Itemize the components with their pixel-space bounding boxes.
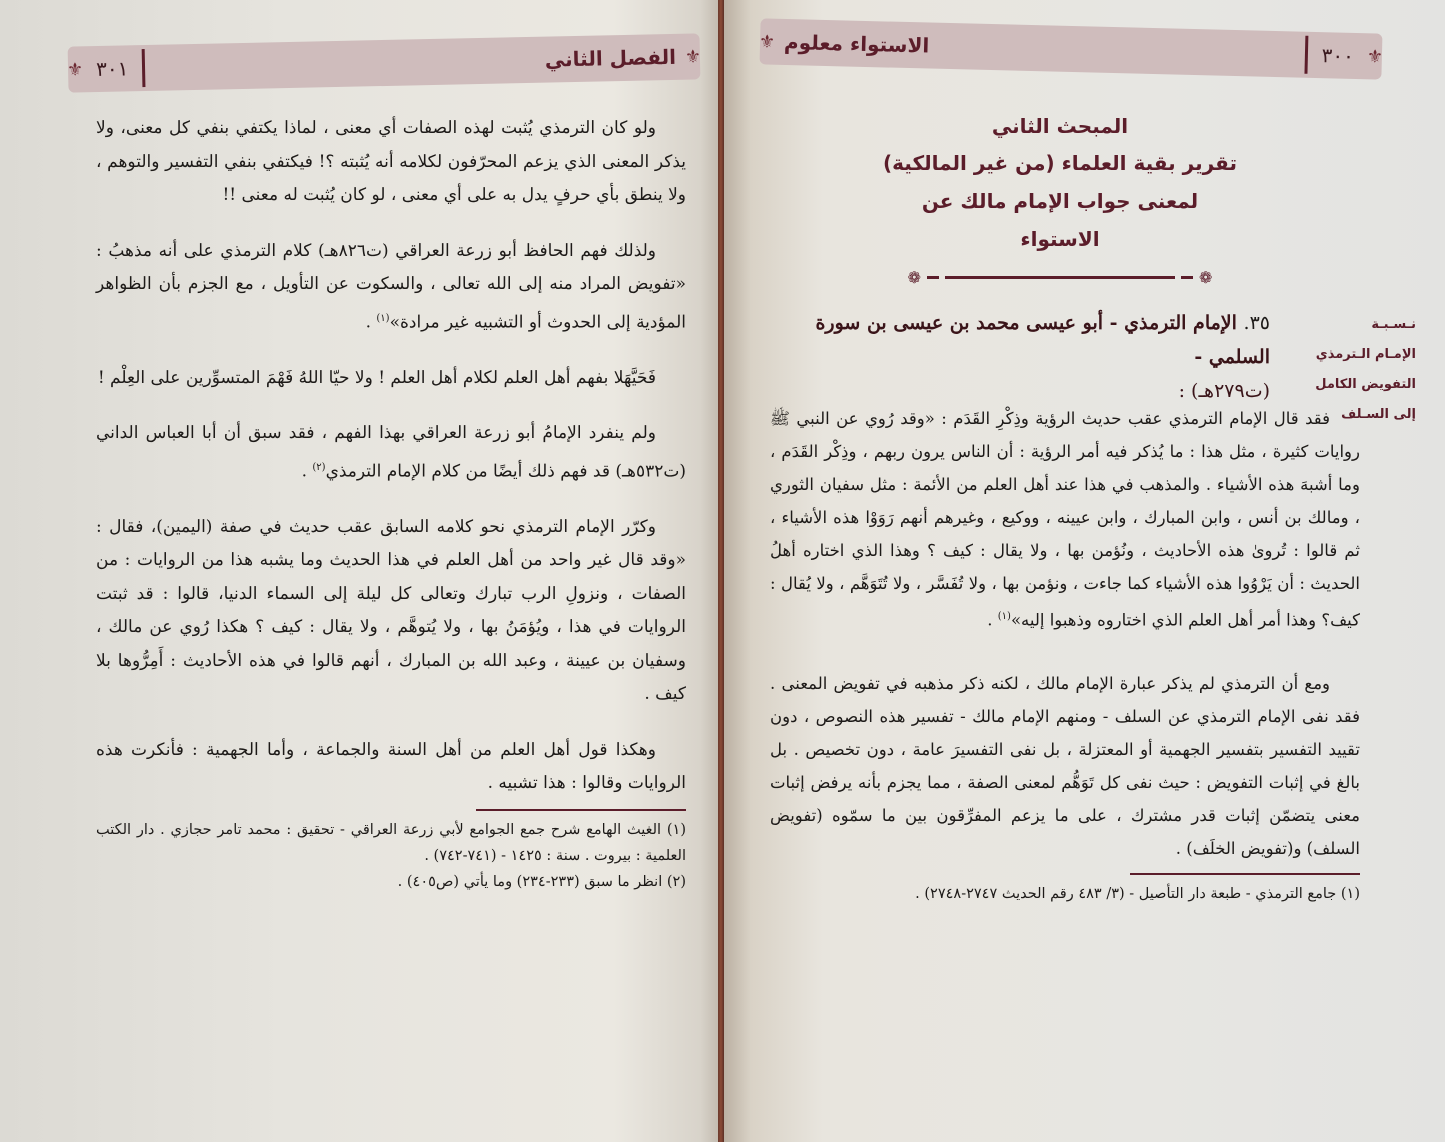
margin-note-line: إلى السـلف bbox=[1341, 407, 1416, 422]
flower-ornament-icon: ❁ bbox=[1199, 268, 1213, 287]
footnote-ref[interactable]: (٢) bbox=[312, 461, 326, 473]
entry-heading bbox=[770, 306, 1270, 408]
footnote: (٢) انظر ما سبق (٢٣٣-٢٣٤) وما يأتي (ص٤٠٥) . bbox=[397, 873, 686, 890]
ornamental-divider bbox=[880, 268, 1240, 287]
header-divider bbox=[142, 49, 146, 87]
paragraph: فقد قال الإمام الترمذي عقب حديث الرؤية وذِكْرِ القَدَم : «وقد رُوي عن النبي ﷺ روايات كثيرة ، مثل هذا : ما يُذكر فيه أمر الرؤية : أن الناس يرون ربهم ، وذِكْر القَدَم ، وما أشبهَ هذه الأشياء . والمذهب في هذا عند أهل العلم من الأئمة : مثل سفيان الثوري ، ومالك بن أنس ، وابن المبارك ، وابن عيينه ، ووكيع ، وغيرهم أنهم رَوَوْا هذه الأشياء ، ثم قالوا : تُروىٰ هذه الأحاديث ، ونُؤمن بها ، ولا يقال : كيف ؟ وهذا الذي اختاره أهلُ الحديث : أن يَرْوُوا هذه الأشياء كما جاءت ، ونؤمن بها ، ولا تُفَسَّر ، ولا تُتَوَهَّم ، ولا يُقال : كيف؟ وهذا أمر أهل العلم الذي اختاروه وذهبوا إليه»$^{(١)}$ . bbox=[770, 409, 1360, 630]
page-number: ٣٠١ bbox=[95, 56, 129, 82]
footnote-separator bbox=[476, 809, 686, 811]
paragraph: ومع أن الترمذي لم يذكر عبارة الإمام مالك ، لكنه ذكر مذهبه في تفويض المعنى . فقد نفى الإمام الترمذي عن السلف - ومنهم الإمام مالك - تفسير هذه النصوص ، دون تقييد التفسير بتفسير الجهمية أو المعتزلة ، بل نفى التفسيرَ عامة ، دون تخصيص . بل بالغ في إثبات التفويض : حيث نفى كل تَوَهُّم لمعنى الصفة ، مما يجزم بأنه يرفض إثبات معنى يتضمّن إثبات قدر مشترك ، على ما يزعم المفرِّقون بين ما سمّوه (تفويض السلف) و(تفويض الخلَف) . bbox=[770, 673, 1360, 858]
body-text-left bbox=[96, 112, 686, 895]
footnote-ref[interactable]: (١) bbox=[997, 611, 1011, 622]
section-heading bbox=[880, 108, 1240, 287]
margin-note-line: التفويض الكامل bbox=[1315, 377, 1416, 392]
paragraph: وهكذا قول أهل العلم من أهل السنة والجماعة ، وأما الجهمية : فأنكرت هذه الروايات وقالوا : هذا تشبيه . bbox=[96, 739, 686, 794]
footnote: (١) جامع الترمذي - طبعة دار التأصيل - (٣/ ٤٨٣ رقم الحديث ٢٧٤٧-٢٧٤٨) . bbox=[915, 885, 1360, 902]
chapter-title: الفصل الثاني bbox=[544, 44, 677, 72]
entry-name: الإمام الترمذي - أبو عيسى محمد بن عيسى بن سورة السلمي - bbox=[815, 312, 1270, 368]
section-subtitle: لمعنى جواب الإمام مالك عن الاستواء bbox=[921, 189, 1199, 251]
ornament-icon: ⚜ bbox=[1366, 45, 1384, 68]
margin-note-line: نـسـبـة bbox=[1371, 317, 1416, 332]
margin-note-line: الإمـام الـترمذي bbox=[1315, 347, 1416, 362]
page-301 bbox=[0, 0, 722, 1142]
footnote-ref[interactable]: (١) bbox=[376, 312, 390, 324]
entry-number: ٣٥. bbox=[1243, 312, 1270, 334]
book-title: الاستواء معلوم bbox=[783, 29, 930, 58]
ornament-icon: ⚜ bbox=[684, 45, 702, 68]
paragraph: وكرّر الإمام الترمذي نحو كلامه السابق عقب حديث في صفة (اليمين)، فقال : «وقد قال غير واحد من أهل العلم في هذا الحديث وما يشبه هذا من الروايات : من الصفات ، ونزولِ الرب تبارك وتعالى كل ليلة إلى السماء الدنيا، قالوا : قد ثبتت الروايات في هذا ، ويُؤمَنُ بها ، ولا يُتوهَّم ، ولا يقال : كيف ؟ هكذا رُوي عن مالك ، وسفيان بن عيينة ، وعبد الله بن المبارك ، أنهم قالوا في هذه الأحاديث : أَمِرُّوها بلا كيف . bbox=[96, 516, 686, 705]
paragraph: ولم ينفرد الإمامُ أبو زرعة العراقي بهذا الفهم ، فقد سبق أن أبا العباس الداني (ت٥٣٢هـ) قد فهم ذلك أيضًا من كلام الإمام الترمذي$^{(٢)}$ . bbox=[96, 423, 686, 482]
book-spine bbox=[718, 0, 724, 1142]
entry-death-date: (ت٢٧٩هـ) : bbox=[1178, 380, 1270, 402]
paragraph: فَحَيَّهَلا بفهم أهل العلم لكلام أهل العلم ! ولا حيّا اللهُ فَهْمَ المتسوِّرين على العِلْم ! bbox=[97, 367, 656, 388]
paragraph: ولذلك فهم الحافظ أبو زرعة العراقي (ت٨٢٦هـ) كلام الترمذي على أنه مذهبُ : «تفويض المراد منه إلى الله تعالى ، والسكوت عن التأويل ، مع الجزم بأن الظواهر المؤدية إلى الحدوث أو التشبيه غير مرادة»$^{(١)}$ . bbox=[96, 240, 686, 333]
running-header-left bbox=[68, 33, 701, 92]
ornament-icon: ⚜ bbox=[66, 58, 84, 81]
footnote-separator bbox=[1130, 873, 1360, 875]
paragraph: ولو كان الترمذي يُثبت لهذه الصفات أي معنى ، لماذا يكتفي بنفي كل معنى، ولا يذكر المعنى الذي يزعم المحرّفون لكلامه أنه يُثبته ؟! فيكتفي بنفي التفسير والتوهم ، ولا ينطق بأي حرفٍ يدل به على أي معنى ، لو كان يُثبت له معنى !! bbox=[96, 118, 686, 205]
ornament-icon: ⚜ bbox=[758, 30, 776, 53]
section-subtitle: تقرير بقية العلماء (من غير المالكية) bbox=[883, 151, 1237, 175]
section-title: المبحث الثاني bbox=[991, 114, 1129, 138]
flower-ornament-icon: ❁ bbox=[907, 268, 921, 287]
body-text-right bbox=[770, 402, 1360, 907]
page-number: ٣٠٠ bbox=[1321, 43, 1355, 68]
footnote: (١) الغيث الهامع شرح جمع الجوامع لأبي زرعة العراقي - تحقيق : محمد تامر حجازي . دار الكتب العلمية : بيروت . سنة : ١٤٢٥ - (٧٤١-٧٤٢) . bbox=[96, 821, 687, 864]
